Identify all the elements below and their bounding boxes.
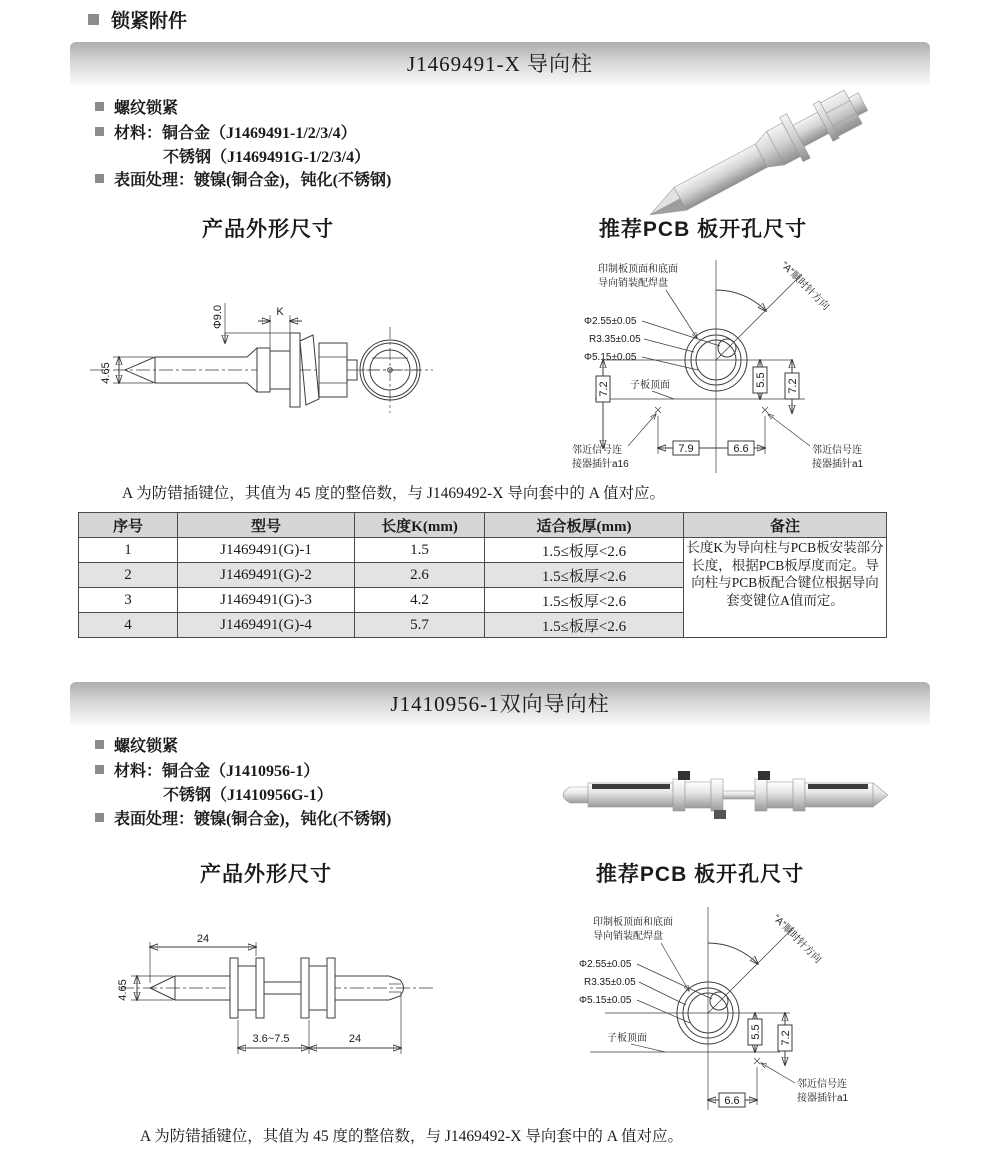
dim-4-65: 4.65 — [100, 362, 112, 384]
dim-24-bottom: 24 — [348, 1033, 362, 1045]
cell: 1.5 — [355, 538, 485, 563]
section1-bullet-2 — [95, 120, 357, 143]
label-dia-5-15: Φ5.15±0.05 — [579, 995, 632, 1006]
label-adjacent-pin-right-2: 接器插针a1 — [812, 459, 864, 470]
label-pad-line1: 印制板顶面和底面 — [598, 264, 678, 275]
spec-table — [78, 512, 887, 638]
section1-title: J1469491-X 导向柱 — [406, 52, 594, 76]
label-pad-line2: 导向销装配焊盘 — [598, 278, 668, 289]
section2-outline-drawing — [105, 928, 505, 1103]
dim-5-5: 5.5 — [755, 372, 767, 388]
section2-bullet-2b: 不锈钢（J1410956G-1） — [163, 787, 333, 804]
square-bullet-icon — [95, 765, 104, 774]
bullet-text: 螺纹锁紧 — [114, 100, 179, 117]
label-board-top: 子板顶面 — [630, 380, 670, 391]
dim-6-6: 6.6 — [733, 443, 749, 455]
cell: 4 — [79, 613, 178, 638]
dim-24-top: 24 — [196, 933, 210, 945]
dim-6-6: 6.6 — [724, 1095, 740, 1107]
bullet-text: 材料：铜合金（J1469491-1/2/3/4） — [114, 125, 357, 142]
guide-pin-shape — [638, 80, 874, 222]
bullet-text: 表面处理：镀镍(铜合金)，钝化(不锈钢) — [114, 811, 392, 828]
bullet-text: 材料：铜合金（J1410956-1） — [114, 763, 320, 780]
label-adjacent-pin-left-1: 邻近信号连 — [572, 445, 622, 456]
dim-5-5: 5.5 — [750, 1024, 762, 1040]
cell: J1469491(G)-3 — [178, 588, 355, 613]
section1-bullet-3 — [95, 167, 391, 190]
dim-k: K — [276, 306, 284, 318]
dim-7-2: 7.2 — [780, 1030, 792, 1046]
section2-note: A 为防错插键位，其值为 45 度的整倍数，与 J1469492-X 导向套中的 A 值对应。 — [140, 1128, 683, 1145]
section2-bullet-1 — [95, 733, 178, 756]
col-model: 型号 — [178, 513, 355, 538]
label-dia-5-15: Φ5.15±0.05 — [584, 352, 637, 363]
cell: 5.7 — [355, 613, 485, 638]
cell: J1469491(G)-2 — [178, 563, 355, 588]
cell: 1.5≤板厚<2.6 — [485, 538, 684, 563]
cell: 1.5≤板厚<2.6 — [485, 588, 684, 613]
square-bullet-icon — [88, 14, 99, 25]
col-remark: 备注 — [684, 513, 887, 538]
square-bullet-icon — [95, 813, 104, 822]
label-a-direction: “A”顺时针方向 — [770, 912, 824, 966]
col-board-thickness: 适合板厚(mm) — [485, 513, 684, 538]
section1-outline-drawing — [75, 285, 485, 480]
section2-title-bar — [70, 682, 930, 724]
cell: 2 — [79, 563, 178, 588]
page-section-header — [88, 6, 187, 33]
label-adjacent-pin-left-2: 接器插针a16 — [572, 459, 629, 470]
section2-outline-heading: 产品外形尺寸 — [200, 863, 332, 886]
dim-dia-9: Φ9.0 — [212, 304, 224, 330]
section2-pcb-heading: 推荐PCB 板开孔尺寸 — [595, 863, 805, 886]
section2-bullet-2 — [95, 758, 319, 781]
section1-pcb-drawing — [570, 248, 935, 483]
section1-bullet-1 — [95, 95, 178, 118]
cell: J1469491(G)-4 — [178, 613, 355, 638]
cell: J1469491(G)-1 — [178, 538, 355, 563]
cell: 4.2 — [355, 588, 485, 613]
label-dia-2-55: Φ2.55±0.05 — [584, 316, 637, 327]
section2-title: J1410956-1双向导向柱 — [390, 692, 610, 716]
page-section-title: 锁紧附件 — [111, 11, 188, 32]
label-adjacent-pin-1: 邻近信号连 — [797, 1079, 847, 1090]
dim-3-6-7-5: 3.6~7.5 — [252, 1033, 290, 1045]
square-bullet-icon — [95, 127, 104, 136]
label-adjacent-pin-2: 接器插针a1 — [797, 1093, 849, 1104]
dim-7-2-right: 7.2 — [787, 378, 799, 394]
bullet-text: 螺纹锁紧 — [114, 738, 179, 755]
section2-bullet-3 — [95, 806, 391, 829]
square-bullet-icon — [95, 102, 104, 111]
dim-4-65: 4.65 — [117, 979, 129, 1001]
col-length: 长度K(mm) — [355, 513, 485, 538]
guide-pin-photo — [610, 72, 920, 222]
label-adjacent-pin-right-1: 邻近信号连 — [812, 445, 862, 456]
double-guide-pin-shape — [563, 771, 888, 819]
label-pad-line1: 印制板顶面和底面 — [593, 917, 673, 928]
dim-7-2-left: 7.2 — [598, 381, 610, 397]
square-bullet-icon — [95, 740, 104, 749]
section2-pcb-drawing — [565, 895, 935, 1120]
bullet-text: 表面处理：镀镍(铜合金)，钝化(不锈钢) — [114, 172, 392, 189]
col-index: 序号 — [79, 513, 178, 538]
table-header-row — [79, 513, 887, 538]
section1-pcb-heading: 推荐PCB 板开孔尺寸 — [598, 218, 808, 241]
dim-7-9: 7.9 — [678, 443, 694, 455]
label-board-top: 子板顶面 — [607, 1033, 647, 1044]
label-dia-2-55: Φ2.55±0.05 — [579, 959, 632, 970]
cell: 2.6 — [355, 563, 485, 588]
square-bullet-icon — [95, 174, 104, 183]
section1-outline-heading: 产品外形尺寸 — [202, 218, 334, 241]
cell: 1.5≤板厚<2.6 — [485, 563, 684, 588]
section1-bullet-2b: 不锈钢（J1469491G-1/2/3/4） — [163, 149, 371, 166]
label-pad-line2: 导向销装配焊盘 — [593, 931, 663, 942]
label-r-3-35: R3.35±0.05 — [589, 334, 641, 345]
table-row — [79, 538, 887, 563]
cell: 1 — [79, 538, 178, 563]
label-a-direction: “A”顺时针方向 — [778, 259, 832, 313]
cell: 3 — [79, 588, 178, 613]
label-r-3-35: R3.35±0.05 — [584, 977, 636, 988]
cell: 1.5≤板厚<2.6 — [485, 613, 684, 638]
section1-note: A 为防错插键位，其值为 45 度的整倍数，与 J1469492-X 导向套中的 A 值对应。 — [122, 485, 665, 502]
remark-cell: 长度K为导向柱与PCB板安装部分长度，根据PCB板厚度而定。导向柱与PCB板配合键位根据导向套变键位A值而定。 — [684, 538, 887, 638]
double-guide-pin-photo — [548, 755, 893, 840]
